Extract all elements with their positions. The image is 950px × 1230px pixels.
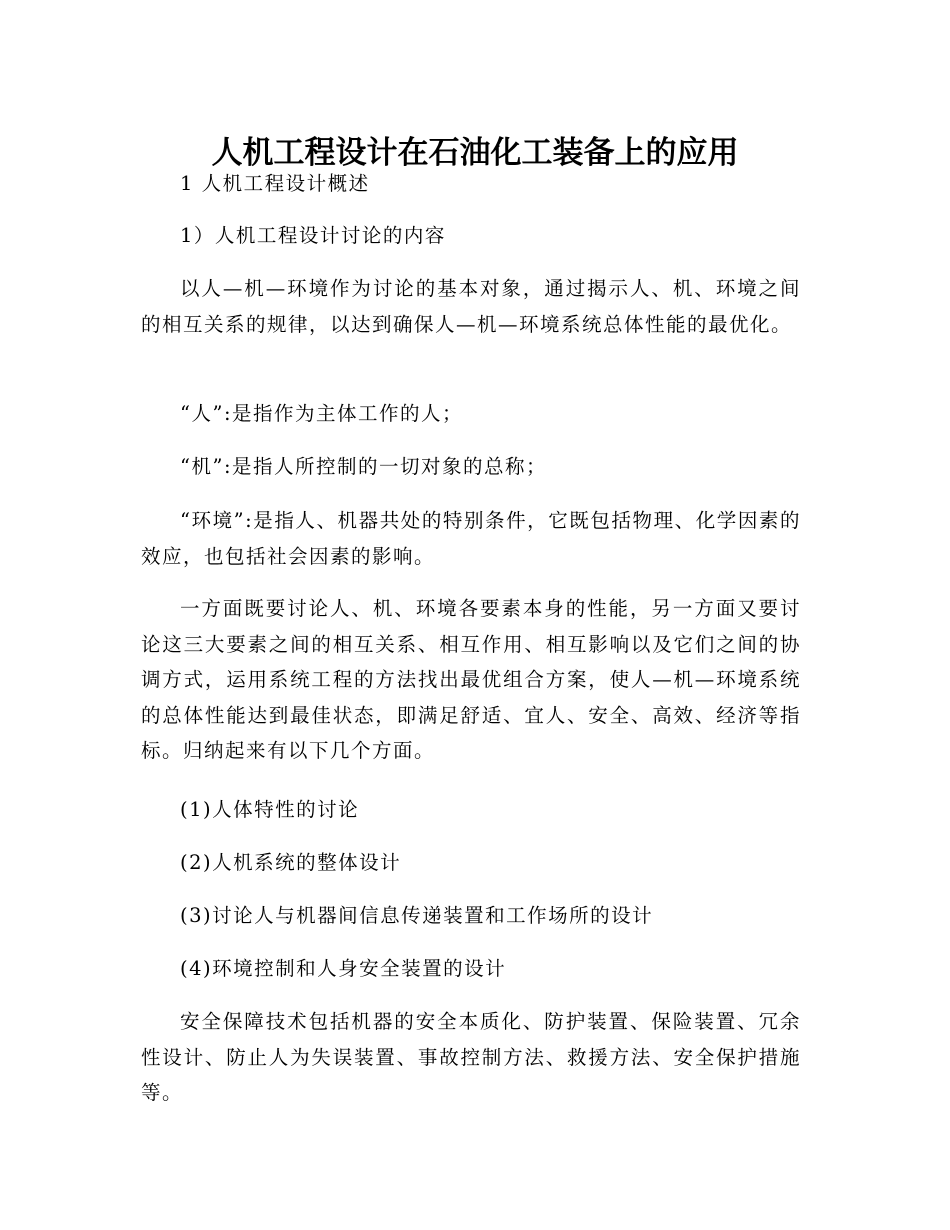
paragraph-definition-environment: “环境”:是指人、机器共处的特别条件，它既包括物理、化学因素的效应，也包括社会因素的影响。 (141, 509, 801, 568)
document-title: 人机工程设计在石油化工装备上的应用 (211, 134, 739, 171)
paragraph-research-aspects: 一方面既要讨论人、机、环境各要素本身的性能，另一方面又要讨论这三大要素之间的相互关系、相互作用、相互影响以及它们之间的协调方式，运用系统工程的方法找出最优组合方案，使人—机—环境系统的总体性能达到最佳状态，即满足舒适、宜人、安全、高效、经济等指标。归纳起来有以下几个方面。 (141, 597, 801, 762)
paragraph-definition-machine: “机”:是指人所控制的一切对象的总称； (180, 455, 548, 478)
section-heading: 1 人机工程设计概述 (180, 172, 370, 195)
paragraph-intro: 以人—机—环境作为讨论的基本对象，通过揭示人、机、环境之间的相互关系的规律，以达到确保人—机—环境系统总体性能的最优化。 (141, 277, 801, 336)
list-item-3: (3)讨论人与机器间信息传递装置和工作场所的设计 (180, 904, 654, 927)
list-item-4: (4)环境控制和人身安全装置的设计 (180, 957, 507, 980)
paragraph-definition-human: “人”:是指作为主体工作的人； (180, 402, 464, 425)
subsection-heading: 1）人机工程设计讨论的内容 (180, 224, 446, 247)
list-item-2: (2)人机系统的整体设计 (180, 851, 402, 874)
paragraph-safety-technology: 安全保障技术包括机器的安全本质化、防护装置、保险装置、冗余性设计、防止人为失误装置、事故控制方法、救援方法、安全保护措施等。 (141, 1010, 801, 1104)
list-item-1: (1)人体特性的讨论 (180, 798, 360, 821)
